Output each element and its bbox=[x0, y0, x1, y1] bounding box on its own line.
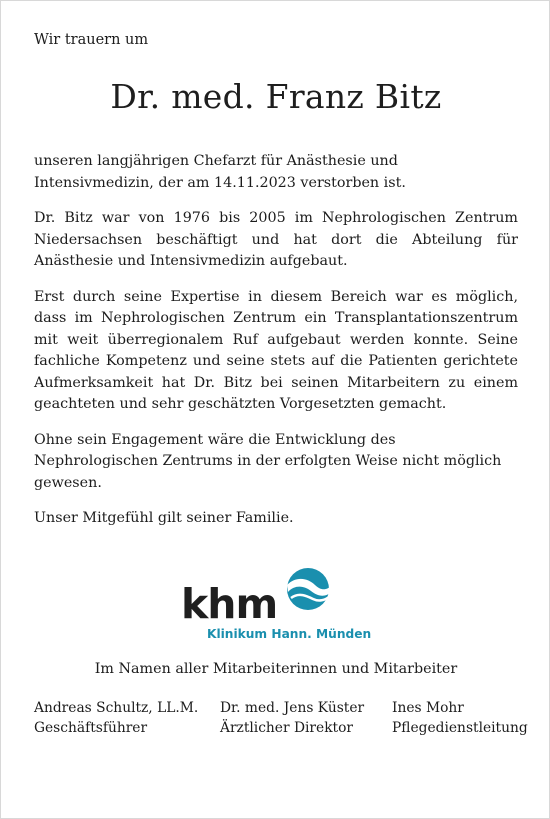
obituary-body bbox=[34, 151, 518, 544]
wave-circle-icon bbox=[285, 566, 331, 616]
paragraph-2: Dr. Bitz war von 1976 bis 2005 im Nephrologischen Zentrum Niedersachsen beschäftigt und hat dort die Abteilung für Anästhesie und Intensivmedizin aufgebaut. bbox=[34, 210, 518, 269]
paragraph-5: Unser Mitgefühl gilt seiner Familie. bbox=[34, 510, 294, 526]
paragraph-3: Erst durch seine Expertise in diesem Bereich war es möglich, dass im Nephrologischen Zentrum ein Transplantationszentrum mit weit überregionalem Ruf aufgebaut werden konnte. Seine fachliche Kompetenz und seine stets auf die Patienten gerichtete Aufmerksamkeit hat Dr. Bitz bei seinen Mitarbeitern zu einem geachteten und sehr geschätzten Vorgesetzten gemacht. bbox=[34, 288, 518, 412]
signatory-1 bbox=[34, 698, 198, 738]
paragraph-4: Ohne sein Engagement wäre die Entwicklung des Nephrologischen Zentrums in der erfolgten Weise nicht möglich gewesen. bbox=[34, 431, 502, 491]
signatory-role: Pflegedienstleitung bbox=[392, 720, 528, 736]
signatory-role: Geschäftsführer bbox=[34, 720, 148, 736]
intro-text: Wir trauern um bbox=[34, 32, 149, 48]
deceased-name: Dr. med. Franz Bitz bbox=[110, 77, 442, 116]
signatory-name: Andreas Schultz, LL.M. bbox=[34, 700, 199, 716]
signatory-3 bbox=[392, 698, 528, 738]
signatory-name: Dr. med. Jens Küster bbox=[220, 700, 365, 716]
signatory-name: Ines Mohr bbox=[392, 700, 464, 716]
clinic-logo bbox=[181, 566, 376, 646]
logo-subtitle: Klinikum Hann. Münden bbox=[207, 627, 372, 641]
signatory-2 bbox=[220, 698, 364, 738]
logo-wordmark: khm bbox=[181, 580, 278, 628]
paragraph-1: unseren langjährigen Chefarzt für Anästhesie und Intensivmedizin, der am 14.11.2023 verstorben ist. bbox=[34, 153, 406, 191]
closing-line: Im Namen aller Mitarbeiterinnen und Mitarbeiter bbox=[94, 661, 458, 677]
signatory-role: Ärztlicher Direktor bbox=[220, 720, 353, 736]
